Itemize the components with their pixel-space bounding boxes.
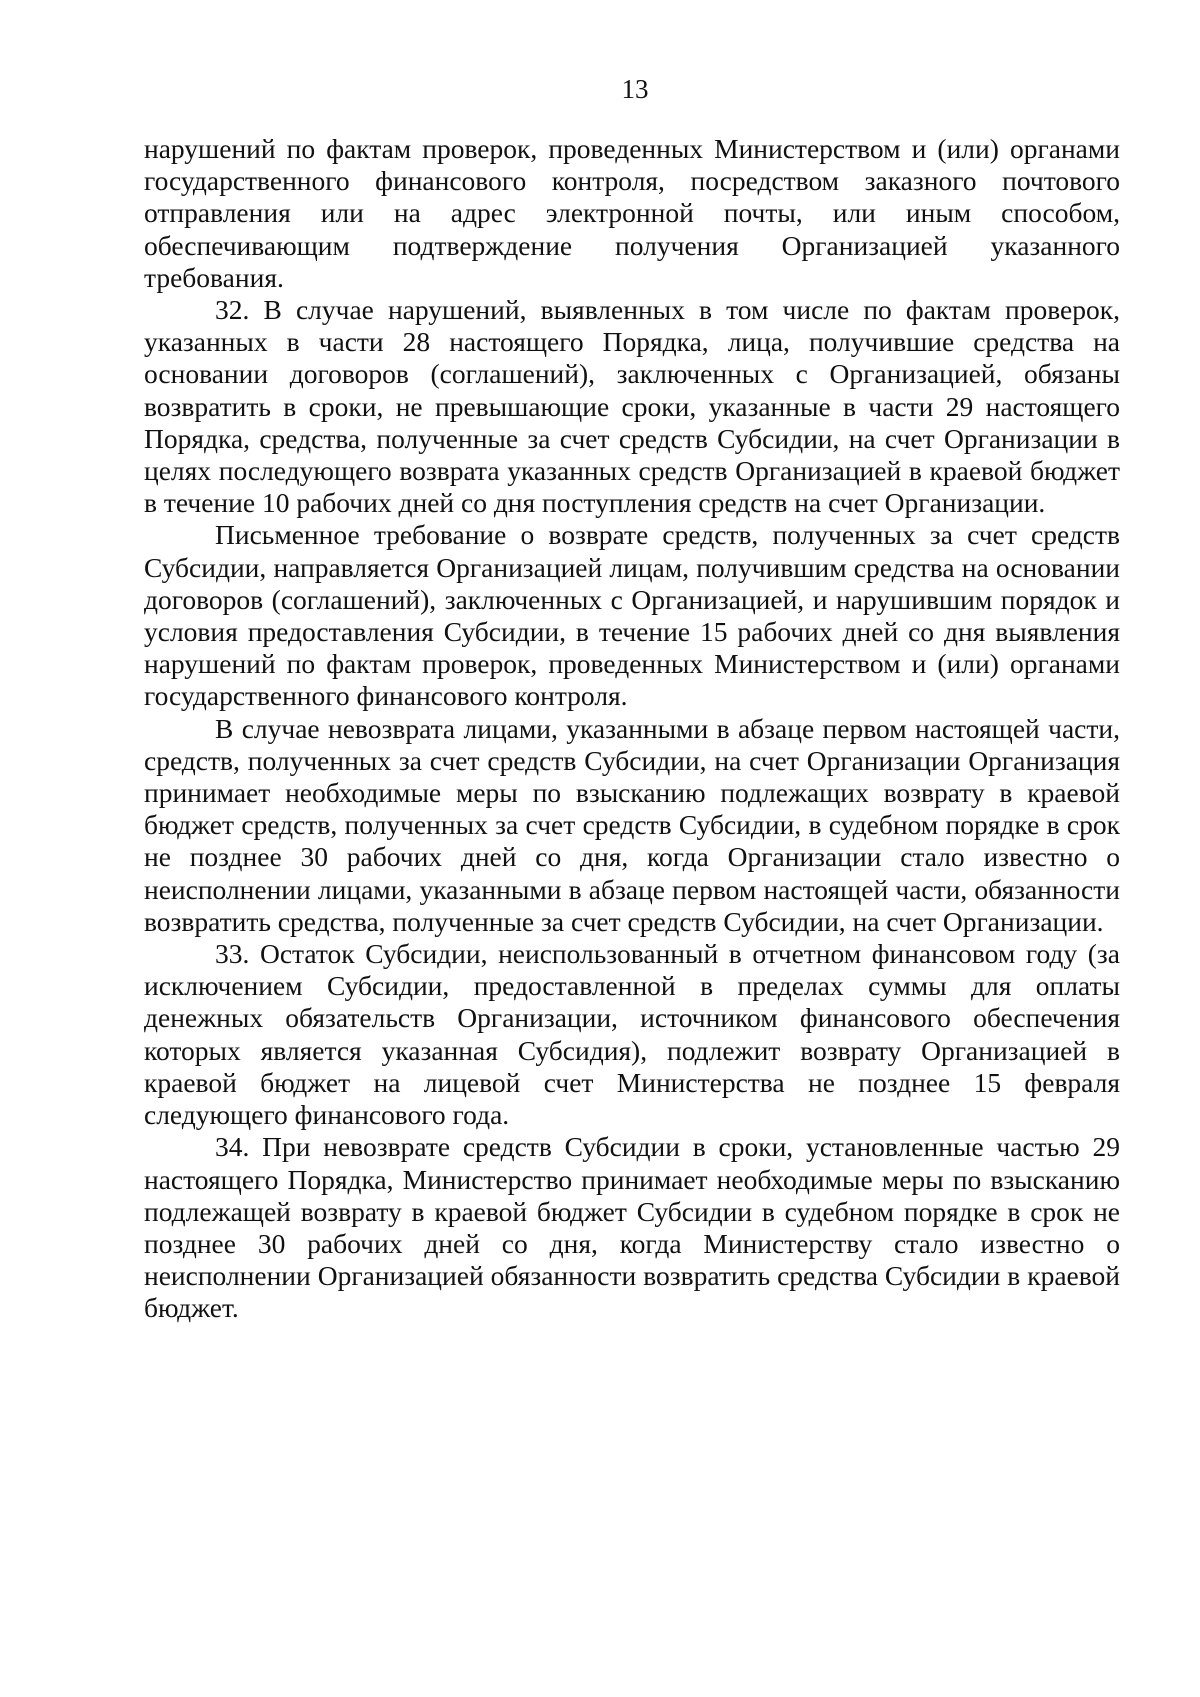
paragraph-33: 33. Остаток Субсидии, неиспользованный в отчетном финансовом году (за исключением Субсидии, предоставленной в пределах суммы для оплаты денежных обязательств Организации, источником финансового обеспечения которых является указанная Субсидия), подлежит возврату Организацией в краевой бюджет на лицевой счет Министерства не позднее 15 февраля следующего финансового года. <box>144 938 1120 1131</box>
document-body <box>144 133 1120 1325</box>
paragraph-written-demand: Письменное требование о возврате средств, полученных за счет средств Субсидии, направляется Организацией лицам, получившим средства на основании договоров (соглашений), заключенных с Организацией, и нарушившим порядок и условия предоставления Субсидии, в течение 15 рабочих дней со дня выявления нарушений по фактам проверок, проведенных Министерством и (или) органами государственного финансового контроля. <box>144 519 1120 712</box>
paragraph-32: 32. В случае нарушений, выявленных в том числе по фактам проверок, указанных в части 28 настоящего Порядка, лица, получившие средства на основании договоров (соглашений), заключенных с Организацией, обязаны возвратить в сроки, не превышающие сроки, указанные в части 29 настоящего Порядка, средства, полученные за счет средств Субсидии, на счет Организации в целях последующего возврата указанных средств Организацией в краевой бюджет в течение 10 рабочих дней со дня поступления средств на счет Организации. <box>144 294 1120 519</box>
paragraph-continuation: нарушений по фактам проверок, проведенных Министерством и (или) органами государственного финансового контроля, посредством заказного почтового отправления или на адрес электронной почты, или иным способом, обеспечивающим подтверждение получения Организацией указанного требования. <box>144 133 1120 293</box>
paragraph-34: 34. При невозврате средств Субсидии в сроки, установленные частью 29 настоящего Порядка, Министерство принимает необходимые меры по взысканию подлежащей возврату в краевой бюджет Субсидии в судебном порядке в срок не позднее 30 рабочих дней со дня, когда Министерству стало известно о неисполнении Организацией обязанности возвратить средства Субсидии в краевой бюджет. <box>144 1131 1120 1324</box>
paragraph-non-return: В случае невозврата лицами, указанными в абзаце первом настоящей части, средств, полученных за счет средств Субсидии, на счет Организации Организация принимает необходимые меры по взысканию подлежащих возврату в краевой бюджет средств, полученных за счет средств Субсидии, в судебном порядке в срок не позднее 30 рабочих дней со дня, когда Организации стало известно о неисполнении лицами, указанными в абзаце первом настоящей части, обязанности возвратить средства, полученные за счет средств Субсидии, на счет Организации. <box>144 712 1120 937</box>
page-number: 13 <box>621 74 649 104</box>
